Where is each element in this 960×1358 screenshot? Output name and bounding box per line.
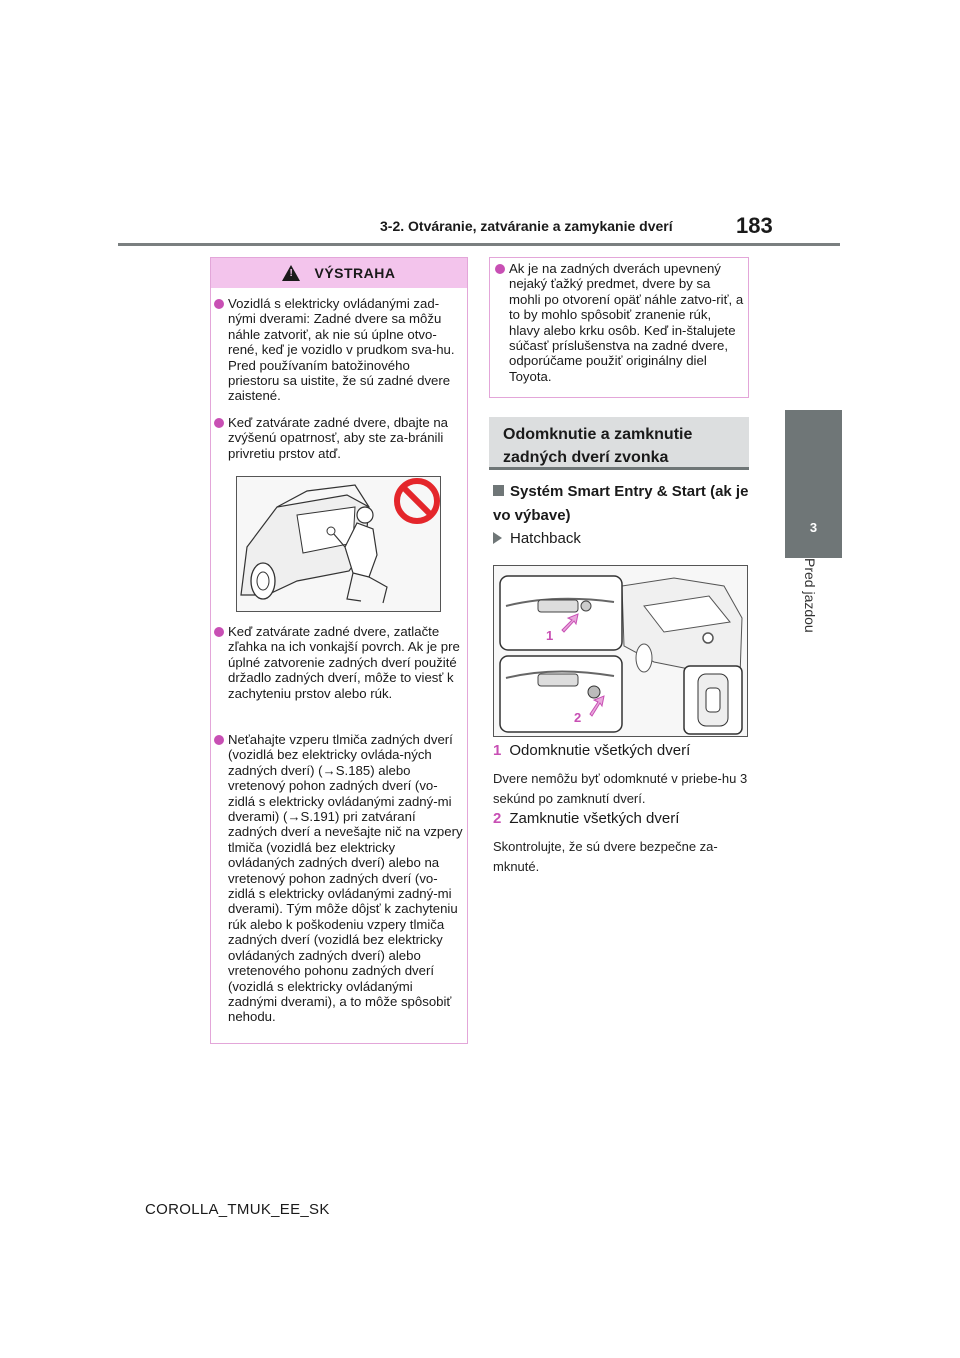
arrow-bullet-icon	[493, 532, 502, 544]
square-bullet-icon	[493, 485, 504, 496]
warning-bullet-3	[228, 624, 464, 701]
continued-warning-text: Ak je na zadných dverách upevnený nejaký ťažký predmet, dvere by sa mohli po otvorení opäť náhle zatvo-riť, a to by mohlo spôsobiť zranenie rúk, hlavy alebo krku osôb. Keď in-štalujete súčasť príslušenstva na zadné dvere, odporúčame použiť originálny diel Toyota.	[509, 261, 744, 384]
warning-bullet-2	[228, 415, 464, 461]
bullet-icon	[214, 299, 224, 309]
callout-1: 1	[546, 628, 554, 643]
step-1	[493, 742, 690, 759]
warning-bullet-2-text: Keď zatvárate zadné dvere, dbajte na zvýšenú opatrnosť, aby ste za-bránili privretiu prstov atď.	[228, 415, 448, 461]
hatchback-handle-illustration	[493, 565, 748, 737]
chapter-tab[interactable]	[785, 410, 842, 558]
callout-2: 2	[574, 710, 582, 725]
warning-bullet-3-text: Keď zatvárate zadné dvere, zatlačte zľahka na ich vonkajší povrch. Ak je pre úplné zatvorenie zadných dverí použité držadlo zadných dverí, môže to viesť k zachyteniu prstov alebo rúk.	[228, 624, 460, 701]
warning-bullet-1	[228, 296, 464, 404]
bullet-icon	[214, 735, 224, 745]
header-divider	[118, 243, 840, 246]
section-heading: Odomknutie a zamknutie zadných dverí zvonka	[489, 417, 749, 470]
document-id: COROLLA_TMUK_EE_SK	[145, 1201, 330, 1218]
warning-icon	[282, 265, 300, 281]
continued-warning-bullet	[509, 261, 745, 384]
step-1-number: 1	[493, 742, 502, 759]
section-title: 3-2. Otváranie, zatváranie a zamykanie dverí	[380, 218, 673, 234]
warning-header	[211, 258, 467, 288]
tailgate-warning-illustration	[236, 476, 441, 612]
tailgate-handle-figure-icon	[494, 566, 748, 737]
warning-bullet-4	[228, 732, 464, 1025]
warning-bullet-4-text: Neťahajte vzperu tlmiča zadných dverí (vozidlá bez elektricky ovláda-ných zadných dverí) (→S.185) alebo vretenový pohon zadných dverí (vo-zidlá s elektricky ovládanými zadný-mi dverami) (→S.191) pri zatváraní zadných dverí a nevešajte nič na vzpery tlmiča (vozidlá bez elektricky ovládaných zadných dverí) alebo na vretenový pohon zadných dverí (vo-zidlá s elektricky ovládanými zadný-mi dverami). Tým môže dôjsť k zachyteniu rúk alebo k poškodeniu vzpery tlmiča zadných dverí (vozidlá bez elektricky ovládaných zadných dverí) alebo vretenového pohonu zadných dverí (vozidlá s elektricky ovládanými zadnými dverami), a to môže spôsobiť nehodu.	[228, 732, 463, 1025]
warning-bullet-1-text: Vozidlá s elektricky ovládanými zad-nými dverami: Zadné dvere sa môžu náhle zatvoriť, ak nie sú úplne otvo-rené, keď je vozidlo v prudkom sva-hu. Pred používaním batožinového priestoru sa uistite, že sú zadné dvere zaistené.	[228, 296, 455, 404]
page-number: 183	[736, 213, 773, 238]
hatchback-label	[493, 530, 581, 547]
step-2-title: Zamknutie všetkých dverí	[509, 810, 680, 827]
smart-entry-subheading-text: Systém Smart Entry & Start (ak je vo výbave)	[493, 483, 749, 524]
chapter-label: Pred jazdou	[802, 558, 818, 633]
step-1-description: Dvere nemôžu byť odomknuté v priebe-hu 3 sekúnd po zamknutí dverí.	[493, 771, 748, 806]
step-2-description: Skontrolujte, že sú dvere bezpečne za-mknuté.	[493, 839, 718, 874]
bullet-icon	[214, 627, 224, 637]
step-1-title: Odomknutie všetkých dverí	[509, 742, 691, 759]
step-2	[493, 810, 679, 827]
hatchback-label-text: Hatchback	[510, 530, 581, 547]
warning-title: VÝSTRAHA	[314, 265, 396, 281]
smart-entry-subheading	[493, 480, 753, 528]
tailgate-closing-figure-icon	[237, 477, 441, 612]
bullet-icon	[495, 264, 505, 274]
bullet-icon	[214, 418, 224, 428]
chapter-number: 3	[809, 520, 818, 535]
step-2-number: 2	[493, 810, 502, 827]
